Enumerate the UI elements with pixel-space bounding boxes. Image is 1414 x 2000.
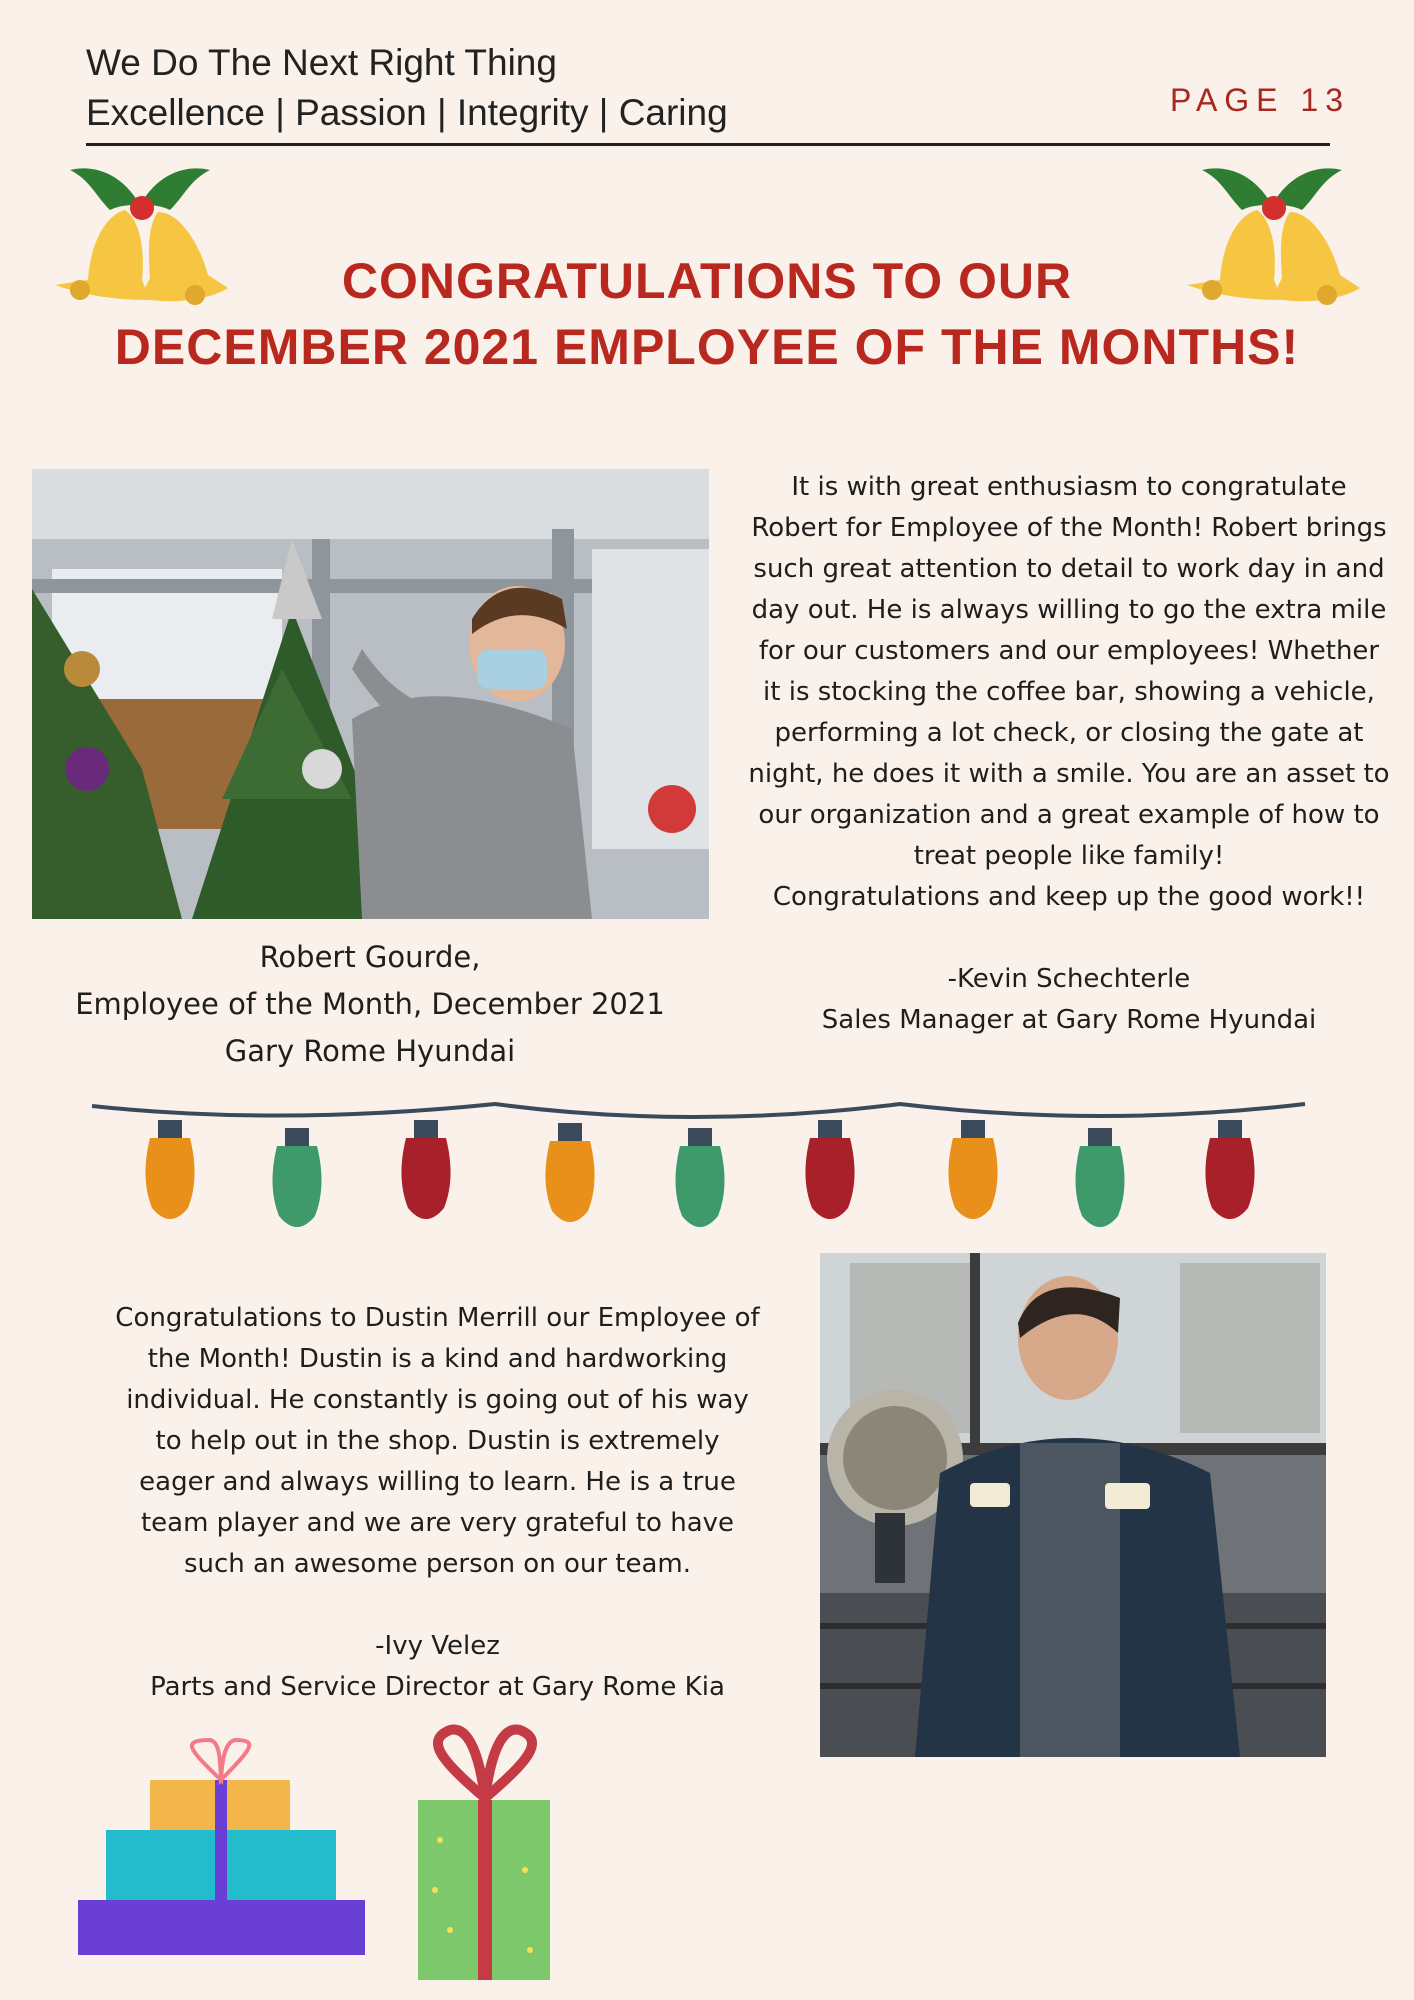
robert-caption <box>40 934 700 1075</box>
dustin-photo <box>820 1253 1326 1757</box>
christmas-lights-string <box>80 1090 1340 1260</box>
header-divider <box>86 143 1330 146</box>
motto <box>86 38 728 138</box>
gift-boxes-icon <box>70 1720 600 1990</box>
motto-line-1: We Do The Next Right Thing <box>86 42 557 83</box>
robert-caption-name: Robert Gourde, <box>259 940 481 974</box>
dustin-tribute-text: Congratulations to Dustin Merrill our Employee of the Month! Dustin is a kind and hardworking individual. He constantly is going out of his way to help out in the shop. Dustin is extremely eager and always willing to learn. He is a true team player and we are very grateful to have such an awesome person on our team. <box>115 1303 760 1579</box>
dustin-signature-title: Parts and Service Director at Gary Rome Kia <box>150 1672 725 1702</box>
robert-signature-name: -Kevin Schechterle <box>947 964 1191 994</box>
robert-caption-role: Employee of the Month, December 2021 <box>75 987 665 1021</box>
robert-photo <box>32 469 709 919</box>
page-number: PAGE 13 <box>1169 82 1350 118</box>
title-line-1: CONGRATULATIONS TO OUR <box>341 253 1073 309</box>
robert-tribute <box>748 467 1390 1041</box>
robert-tribute-text: It is with great enthusiasm to congratulate Robert for Employee of the Month! Robert brings such great attention to detail to work day in and day out. He is always willing to go the extra mile for our customers and our employees! Whether it is stocking the coffee bar, showing a vehicle, performing a lot check, or closing the gate at night, he does it with a smile. You are an asset to our organization and a great example of how to treat people like family! <box>748 472 1390 871</box>
robert-closing: Congratulations and keep up the good work!! <box>772 882 1366 912</box>
robert-signature-title: Sales Manager at Gary Rome Hyundai <box>821 1005 1317 1035</box>
page-title <box>40 248 1374 380</box>
dustin-signature-name: -Ivy Velez <box>375 1631 500 1661</box>
title-line-2: DECEMBER 2021 EMPLOYEE OF THE MONTHS! <box>114 319 1300 375</box>
dustin-tribute <box>115 1298 760 1708</box>
robert-caption-dealer: Gary Rome Hyundai <box>224 1034 516 1068</box>
motto-line-2: Excellence | Passion | Integrity | Caring <box>86 92 728 133</box>
